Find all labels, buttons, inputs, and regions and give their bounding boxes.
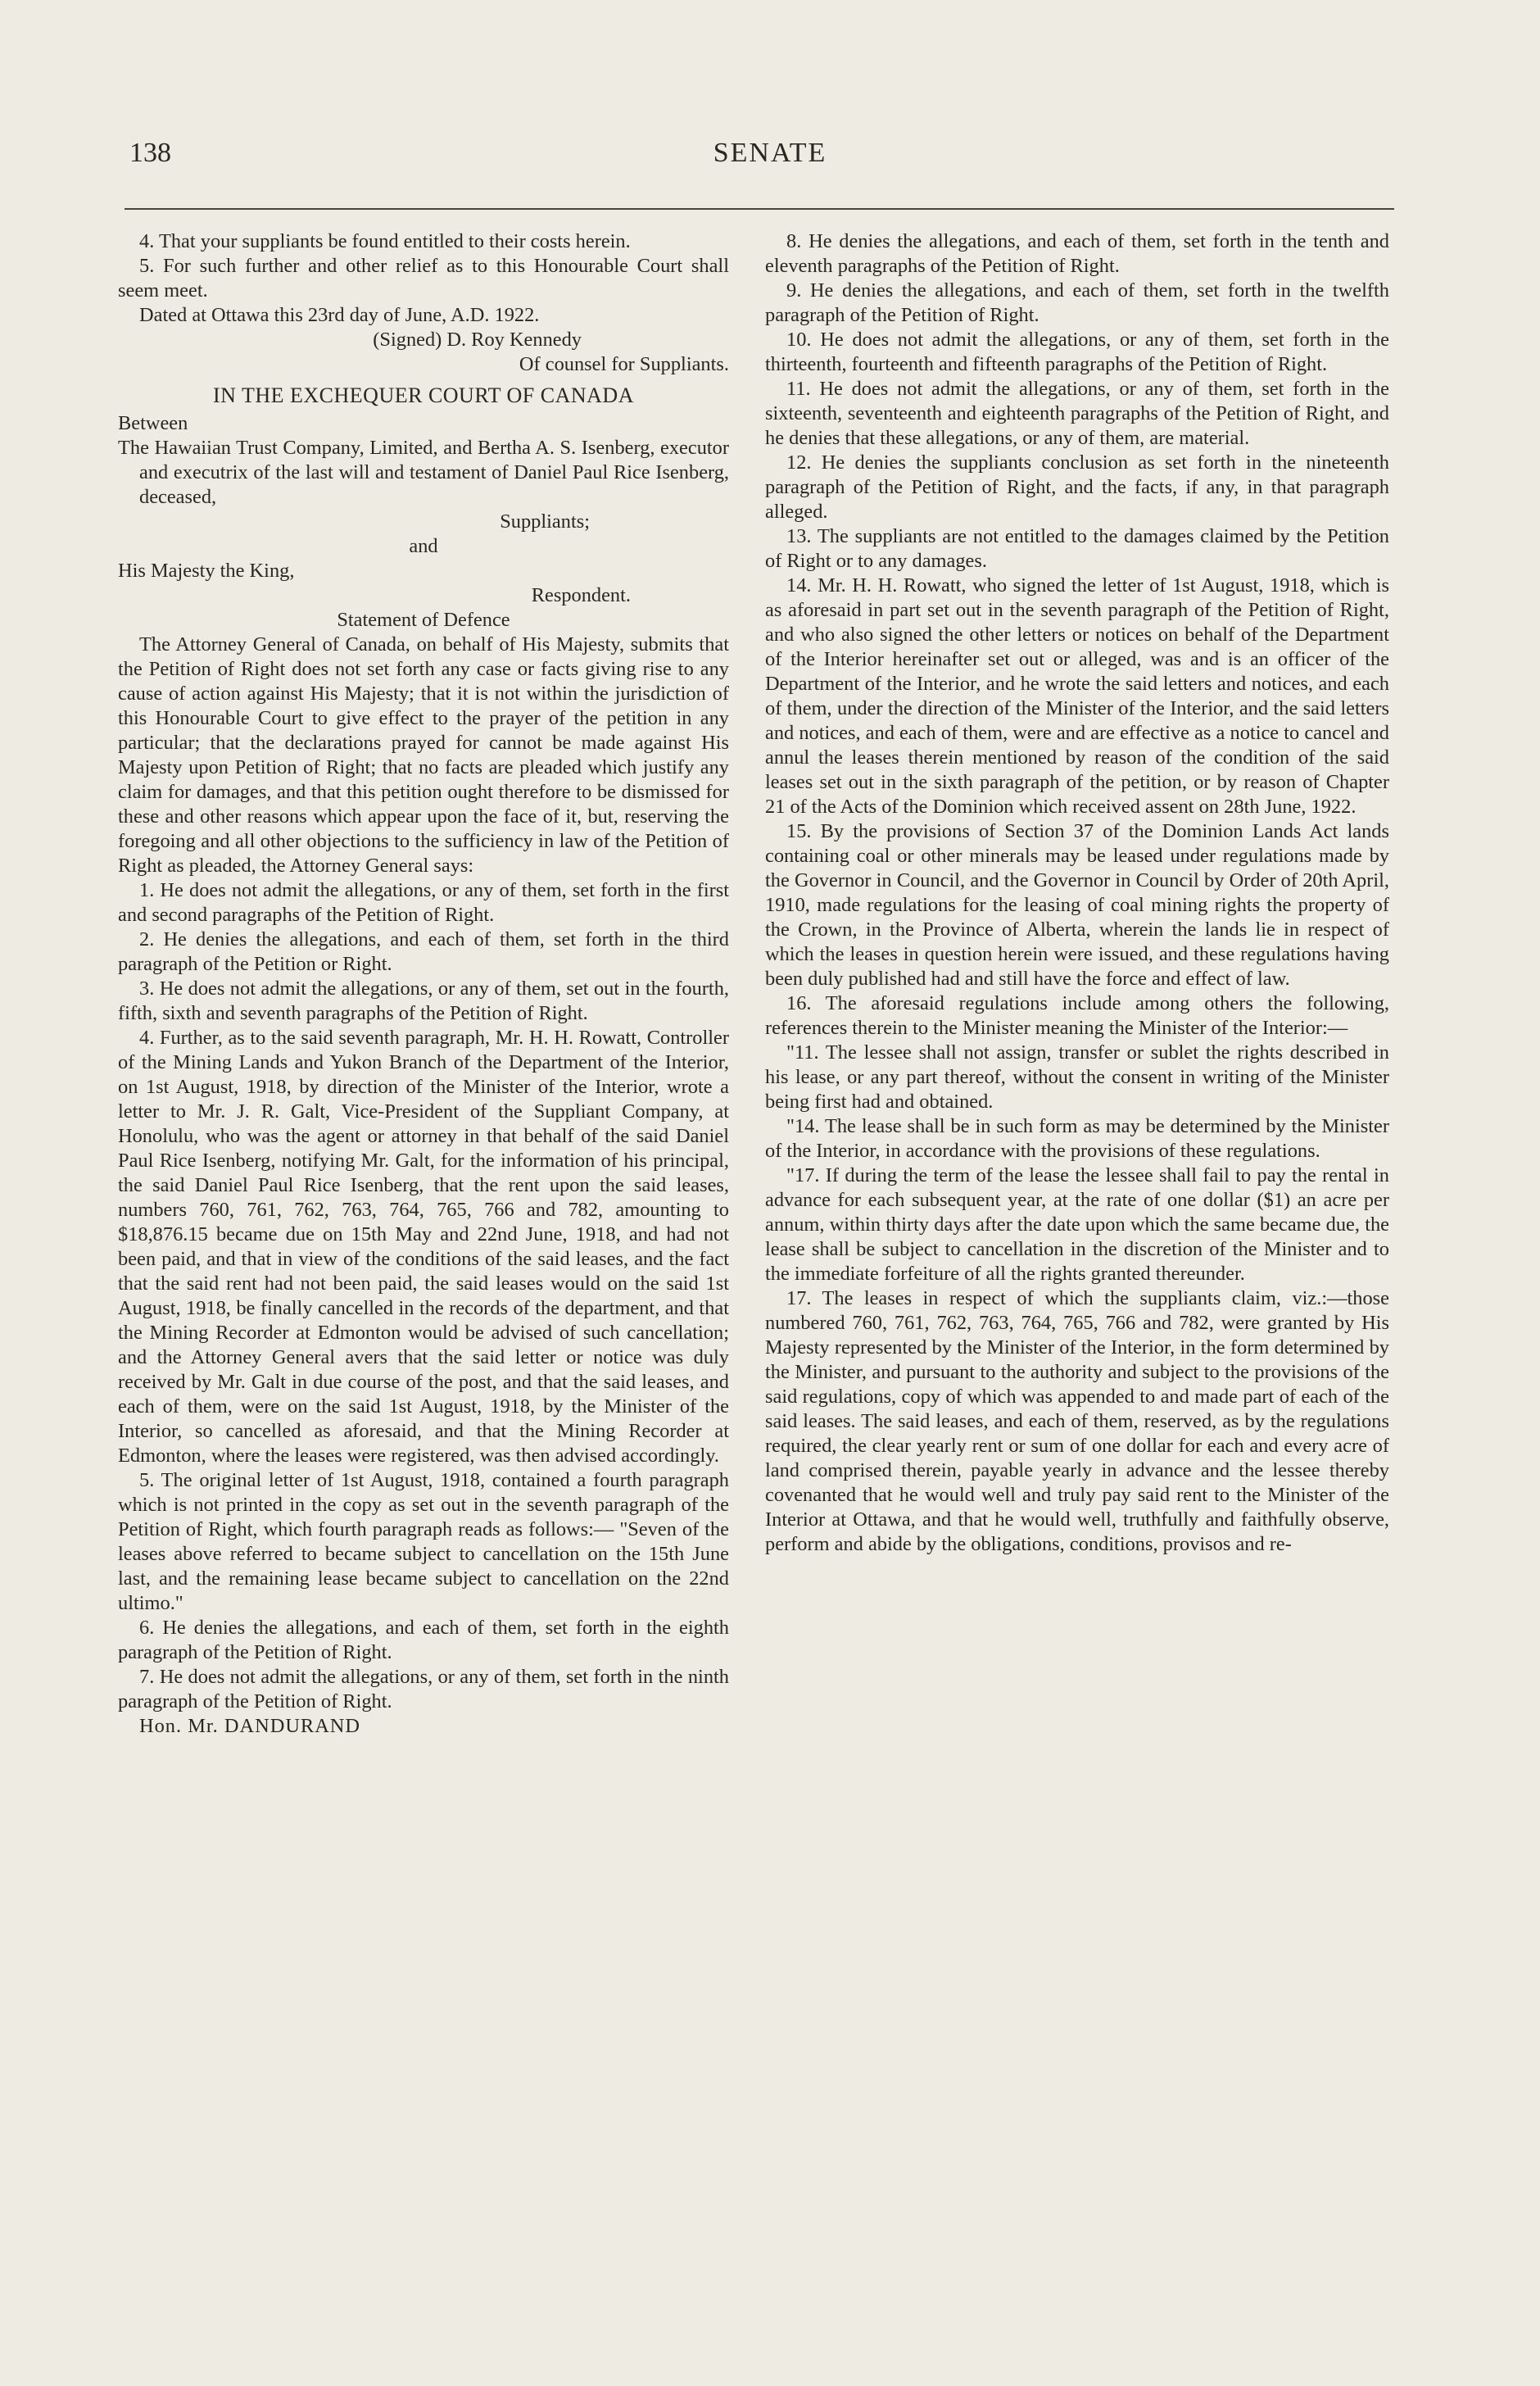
- paragraph: 17. The leases in respect of which the suppliants claim, viz.:—those numbered 760, 761, 762, 763, 764, 765, 766 and 782, were granted by His Majesty represented by the Minister of the Interior, in the form determined by the Minister, and pursuant to the authority and subject to the provisions of the said regulations, copy of which was appended to and made part of each of the said leases. The said leases, and each of them, reserved, as by the regulations required, the clear yearly rent or sum of one dollar for each and every acre of land comprised therein, payable yearly in advance and the lessee thereby covenanted that he would well and truly pay said rent to the Minister of the Interior at Ottawa, and that he would well, truthfully and faithfully observe, perform and abide by the obligations, conditions, provisos and re-: [765, 1287, 1389, 1555]
- signature-role: Of counsel for Suppliants.: [519, 353, 729, 375]
- paragraph: 16. The aforesaid regulations include among others the following, references therein to the Minister meaning the Minister of the Interior:—: [765, 992, 1389, 1039]
- paragraph: 6. He denies the allegations, and each of them, set forth in the eighth paragraph of the Petition of Right.: [118, 1617, 729, 1663]
- paragraph: 4. Further, as to the said seventh paragraph, Mr. H. H. Rowatt, Controller of the Mining Lands and Yukon Branch of the Department of the Interior, on 1st August, 1918, by direction of the Minister of the Interior, wrote a letter to Mr. J. R. Galt, Vice-President of the Suppliant Company, at Honolulu, who was the agent or attorney in that behalf of the said Daniel Paul Rice Isenberg, notifying Mr. Galt, for the information of his principal, the said Daniel Paul Rice Isenberg, that the rent upon the said leases, numbers 760, 761, 762, 763, 764, 765, 766 and 782, amounting to $18,876.15 became due on 15th May and 22nd June, 1918, and had not been paid, and that in view of the conditions of the said leases, and the fact that the said rent had not been paid, the said leases would on the said 1st August, 1918, be finally cancelled in the records of the department, and that the Mining Recorder at Edmonton would be advised of such cancellation; and the Attorney General avers that the said letter or notice was duly received by Mr. Galt in due course of the post, and that the said leases, and each of them, were on the said 1st August, 1918, by the Minister of the Interior, so cancelled as aforesaid, and that the Mining Recorder at Edmonton, where the leases were registered, was then advised accordingly.: [118, 1027, 729, 1467]
- paragraph: 1. He does not admit the allegations, or any of them, set forth in the first and second paragraphs of the Petition of Right.: [118, 879, 729, 926]
- quoted-regulation: "17. If during the term of the lease the lessee shall fail to pay the rental in advance for each subsequent year, at the rate of one dollar ($1) an acre per annum, within thirty days after the date upon which the same became due, the lease shall be subject to cancellation in the discretion of the Minister and to the immediate forfeiture of all the rights granted thereunder.: [765, 1164, 1389, 1285]
- right-column: [765, 229, 1389, 1557]
- catchword: Hon. Mr. DANDURAND: [139, 1715, 361, 1737]
- paragraph: The Attorney General of Canada, on behalf of His Majesty, submits that the Petition of Right does not set forth any case or facts giving rise to any cause of action against His Majesty; that it is not within the jurisdiction of this Honourable Court to give effect to the prayer of the petition in any particular; that the declarations prayed for cannot be made against His Majesty upon Petition of Right; that no facts are pleaded which justify any claim for damages, and that this petition ought therefore to be dismissed for these and other reasons which appear upon the face of it, but, reserving the foregoing and all other objections to the sufficiency in law of the Petition of Right as pleaded, the Attorney General says:: [118, 633, 729, 877]
- court-heading: IN THE EXCHEQUER COURT OF CANADA: [213, 383, 634, 407]
- page-header: [125, 138, 1415, 179]
- paragraph: 7. He does not admit the allegations, or any of them, set forth in the ninth paragraph of the Petition of Right.: [118, 1666, 729, 1712]
- parties-text: The Hawaiian Trust Company, Limited, and Bertha A. S. Isenberg, executor and executrix of the last will and testament of Daniel Paul Rice Isenberg, deceased,: [118, 437, 729, 508]
- left-column: [118, 229, 729, 1739]
- statement-heading: Statement of Defence: [337, 609, 510, 631]
- between-label: Between: [118, 412, 188, 434]
- page-number: 138: [129, 138, 171, 168]
- paragraph: 4. That your suppliants be found entitled to their costs herein.: [139, 230, 631, 252]
- paragraph: 9. He denies the allegations, and each of them, set forth in the twelfth paragraph of the Petition of Right.: [765, 279, 1389, 326]
- header-rule: [125, 208, 1394, 210]
- running-head: SENATE: [713, 138, 827, 168]
- quoted-regulation: "14. The lease shall be in such form as may be determined by the Minister of the Interior, in accordance with the provisions of these regulations.: [765, 1115, 1389, 1162]
- respondent-name: His Majesty the King,: [118, 560, 295, 582]
- paragraph: 14. Mr. H. H. Rowatt, who signed the letter of 1st August, 1918, which is as aforesaid in part set out in the seventh paragraph of the Petition of Right, and who also signed the other letters or notices on behalf of the Department of the Interior hereinafter set out or alleged, was and is an officer of the Department of the Interior, and he wrote the said letters and notices, and each of them, under the direction of the Minister of the Interior, and the said letters and notices, and each of them, were and are effective as a notice to cancel and annul the leases therein mentioned by reason of the condition of the said leases set out in the sixth paragraph of the petition, or by reason of Chapter 21 of the Acts of the Dominion which received assent on 28th June, 1922.: [765, 574, 1389, 818]
- paragraph: 10. He does not admit the allegations, or any of them, set forth in the thirteenth, fourteenth and fifteenth paragraphs of the Petition of Right.: [765, 329, 1389, 375]
- paragraph: 3. He does not admit the allegations, or any of them, set out in the fourth, fifth, sixth and seventh paragraphs of the Petition of Right.: [118, 978, 729, 1024]
- paragraph: 2. He denies the allegations, and each of them, set forth in the third paragraph of the Petition or Right.: [118, 928, 729, 975]
- dated-line: Dated at Ottawa this 23rd day of June, A.D. 1922.: [139, 304, 540, 326]
- paragraph: 12. He denies the suppliants conclusion as set forth in the nineteenth paragraph of the Petition of Right, and the facts, if any, in that paragraph alleged.: [765, 451, 1389, 523]
- paragraph: 11. He does not admit the allegations, or any of them, set forth in the sixteenth, seventeenth and eighteenth paragraphs of the Petition of Right, and he denies that these allegations, or any of them, are material.: [765, 378, 1389, 449]
- paragraph: 15. By the provisions of Section 37 of the Dominion Lands Act lands containing coal or other minerals may be leased under regulations made by the Governor in Council, and the Governor in Council by Order of 20th April, 1910, made regulations for the leasing of coal mining rights the property of the Crown, in the Province of Alberta, wherein the lands lie in respect of which the leases in question herein were issued, and these regulations having been duly published had and still have the force and effect of law.: [765, 820, 1389, 990]
- suppliants-label: Suppliants;: [500, 510, 590, 533]
- paragraph: 13. The suppliants are not entitled to the damages claimed by the Petition of Right or to any damages.: [765, 525, 1389, 572]
- respondent-label: Respondent.: [531, 584, 631, 606]
- signature-name: (Signed) D. Roy Kennedy: [373, 329, 582, 351]
- quoted-regulation: "11. The lessee shall not assign, transfer or sublet the rights described in his lease, or any part thereof, without the consent in writing of the Minister being first had and obtained.: [765, 1041, 1389, 1113]
- and-label: and: [409, 535, 438, 557]
- paragraph: 5. The original letter of 1st August, 1918, contained a fourth paragraph which is not printed in the copy as set out in the seventh paragraph of the Petition of Right, which fourth paragraph reads as follows:— "Seven of the leases above referred to became subject to cancellation on the 15th June last, and the remaining lease became subject to cancellation on the 22nd ultimo.": [118, 1469, 729, 1614]
- paragraph: 8. He denies the allegations, and each of them, set forth in the tenth and eleventh paragraphs of the Petition of Right.: [765, 230, 1389, 277]
- paragraph: 5. For such further and other relief as to this Honourable Court shall seem meet.: [118, 255, 729, 302]
